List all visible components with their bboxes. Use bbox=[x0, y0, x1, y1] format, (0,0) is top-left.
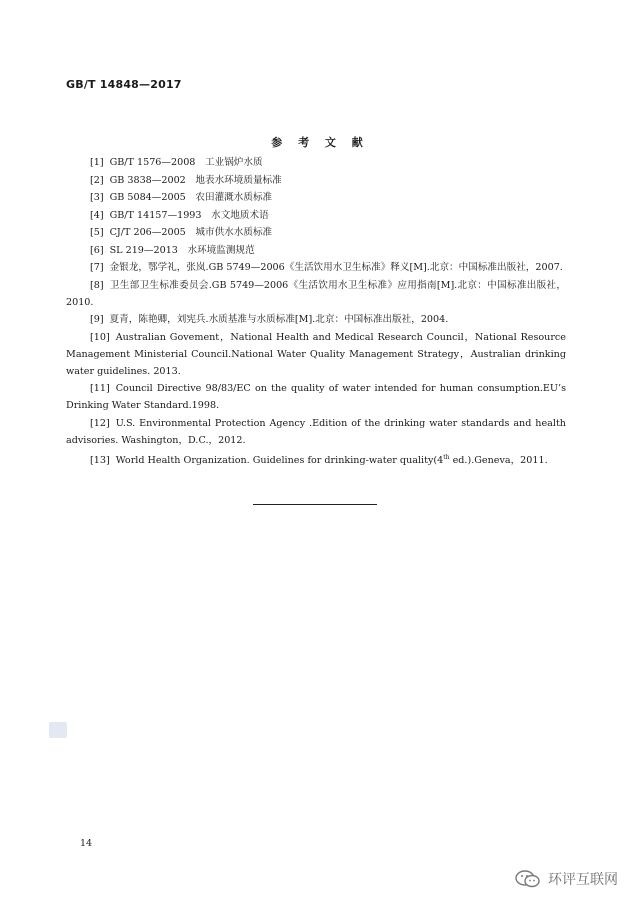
reference-item bbox=[66, 449, 566, 469]
page-number: 14 bbox=[80, 838, 93, 849]
reference-item bbox=[66, 311, 566, 328]
reference-number: [2] bbox=[90, 174, 104, 186]
superscript-edition: th bbox=[443, 454, 450, 461]
reference-item bbox=[66, 224, 566, 241]
reference-item bbox=[66, 154, 566, 171]
end-divider bbox=[253, 504, 377, 505]
reference-item bbox=[66, 259, 566, 276]
reference-number: [4] bbox=[90, 209, 104, 221]
reference-number: [12] bbox=[90, 417, 110, 429]
reference-list bbox=[66, 154, 566, 469]
reference-number: [1] bbox=[90, 157, 104, 168]
reference-text: World Health Organization. Guidelines for drinking-water quality(4 bbox=[115, 455, 444, 467]
reference-text: SL 219—2013 水环境监测规范 bbox=[109, 244, 255, 256]
reference-item bbox=[66, 172, 566, 189]
watermark bbox=[514, 869, 618, 889]
reference-text: GB 5084—2005 农田灌溉水质标准 bbox=[109, 192, 273, 203]
reference-item bbox=[66, 415, 566, 449]
reference-text: 金银龙，鄂学礼，张岚.GB 5749—2006《生活饮用水卫生标准》释义[M].北京：中国标准出版社，2007. bbox=[109, 262, 563, 273]
reference-number: [8] bbox=[90, 279, 104, 291]
reference-text: GB/T 14157—1993 水文地质术语 bbox=[109, 209, 269, 221]
reference-number: [3] bbox=[90, 192, 104, 203]
reference-item bbox=[66, 242, 566, 259]
reference-text: GB/T 1576—2008 工业锅炉水质 bbox=[109, 157, 263, 168]
reference-number: [13] bbox=[90, 455, 110, 467]
reference-text: 夏青，陈艳卿，刘宪兵.水质基准与水质标准[M].北京：中国标准出版社，2004. bbox=[109, 314, 449, 325]
reference-item bbox=[66, 277, 566, 311]
reference-number: [10] bbox=[90, 331, 110, 343]
wechat-icon bbox=[514, 869, 542, 889]
reference-text-after: ed.).Geneva，2011. bbox=[449, 455, 548, 467]
reference-item bbox=[66, 207, 566, 224]
reference-text: CJ/T 206—2005 城市供水水质标准 bbox=[109, 227, 273, 238]
reference-text: Australian Govement，National Health and Medical Research Council，National Resource Management Ministerial Council.National Water Quality Management Strategy，Australian drinking water guidelines. 2013. bbox=[66, 331, 566, 377]
standard-code-header: GB/T 14848—2017 bbox=[66, 78, 182, 91]
reference-text: U.S. Environmental Protection Agency .Edition of the drinking water standards and health advisories. Washington，D.C.，2012. bbox=[66, 417, 566, 446]
reference-item bbox=[66, 380, 566, 414]
faint-stamp bbox=[49, 722, 67, 738]
reference-text: 卫生部卫生标准委员会.GB 5749—2006《生活饮用水卫生标准》应用指南[M].北京：中国标准出版社，2010. bbox=[66, 279, 566, 308]
reference-item bbox=[66, 329, 566, 380]
reference-number: [9] bbox=[90, 314, 104, 325]
reference-number: [6] bbox=[90, 244, 104, 256]
reference-number: [5] bbox=[90, 227, 104, 238]
reference-text: GB 3838—2002 地表水环境质量标准 bbox=[109, 174, 282, 186]
reference-item bbox=[66, 189, 566, 206]
reference-text: Council Directive 98/83/EC on the quality of water intended for human consumption.EU’s Drinking Water Standard.1998. bbox=[66, 383, 566, 411]
reference-number: [7] bbox=[90, 262, 104, 273]
watermark-text: 环评互联网 bbox=[548, 872, 618, 888]
reference-number: [11] bbox=[90, 383, 110, 394]
section-title: 参 考 文 献 bbox=[271, 136, 369, 149]
